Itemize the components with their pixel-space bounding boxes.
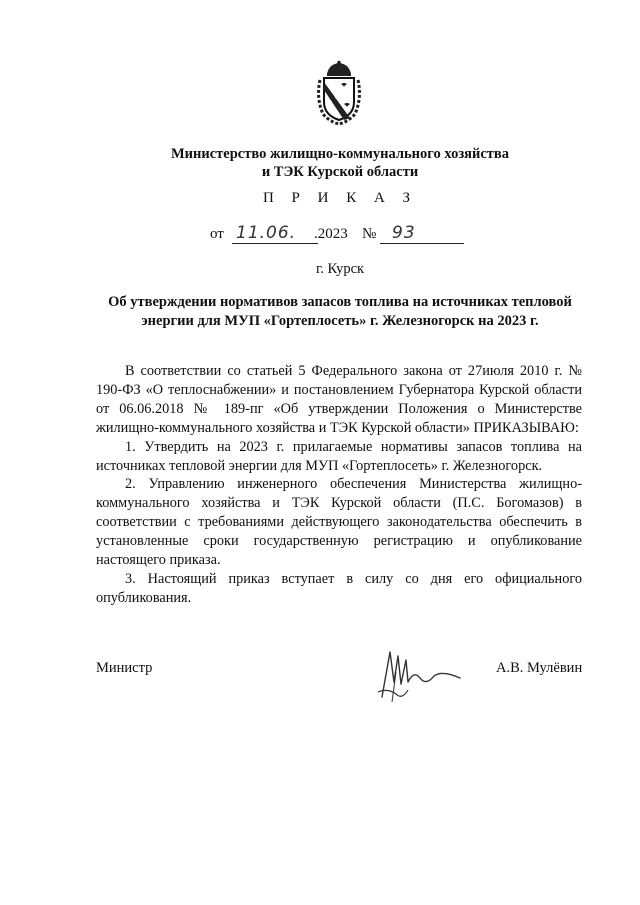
handwritten-date: 11.06.: [236, 223, 297, 243]
year-suffix: .2023: [314, 226, 348, 242]
body-paragraph-preamble: В соответствии со статьей 5 Федерального закона от 27июля 2010 г. № 190-ФЗ «О теплоснабжении» и постановлением Губернатора Курской области от 06.06.2018 № 189-пг «Об утверждении Положения о Министерстве жилищно-коммунального хозяйства и ТЭК Курской области» ПРИКАЗЫВАЮ:: [96, 363, 582, 436]
date-underline: [232, 243, 318, 244]
ministry-name-line2: и ТЭК Курской области: [261, 164, 419, 180]
order-body: [96, 362, 582, 608]
number-underline: [380, 243, 464, 244]
signatory-name: А.В. Мулёвин: [496, 660, 583, 676]
handwritten-order-number: 93: [392, 223, 416, 243]
order-subject-line1: Об утверждении нормативов запасов топлива на источниках тепловой: [108, 294, 572, 310]
kursk-coat-of-arms-icon: [313, 60, 365, 126]
city-label: г. Курск: [315, 261, 365, 277]
order-date-number-line: [210, 223, 470, 248]
document-type-title: П Р И К А З: [262, 190, 418, 206]
ministry-name-line1: Министерство жилищно-коммунального хозяйства: [171, 146, 509, 162]
signatory-position: Министр: [96, 660, 153, 676]
handwritten-signature-icon: [368, 642, 468, 707]
order-subject-line2: энергии для МУП «Гортеплосеть» г. Железногорск на 2023 г.: [141, 313, 539, 329]
body-paragraph-item-1: 1. Утвердить на 2023 г. прилагаемые нормативы запасов топлива на источниках тепловой энергии для МУП «Гортеплосеть» г. Железногорск.: [96, 438, 582, 474]
body-paragraph-item-2: 2. Управлению инженерного обеспечения Министерства жилищно-коммунального хозяйства и ТЭК Курской области (П.С. Богомазов) в соответствии с требованиями действующего законодательства обеспечить в установленные сроки государственную регистрацию и опубликование настоящего приказа.: [96, 476, 582, 569]
body-paragraph-item-3: 3. Настоящий приказ вступает в силу со дня его официального опубликования.: [96, 570, 582, 606]
number-sign: №: [362, 226, 377, 242]
date-prefix: от: [210, 226, 224, 242]
